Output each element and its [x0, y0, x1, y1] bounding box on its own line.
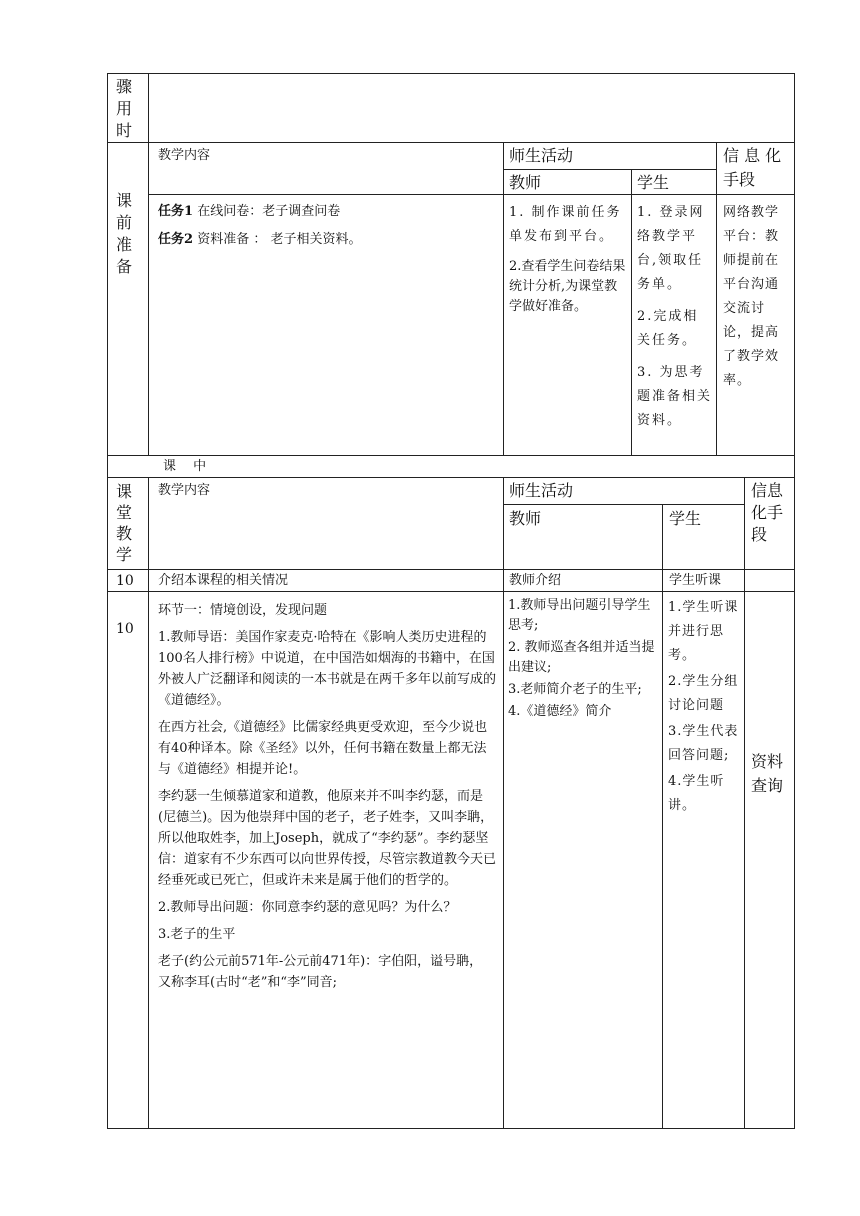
content-paragraph: 在西方社会,《道德经》比儒家经典更受欢迎，至今少说也有40种译本。除《圣经》以外，任何书籍在数量上都无法与《道德经》相提并论!。 — [158, 720, 488, 777]
table-border — [107, 1128, 795, 1129]
inclass-activity-header: 师生活动 — [509, 481, 574, 500]
preclass-tasks — [158, 201, 498, 257]
task-item — [158, 201, 498, 223]
list-item: 2.完成相关任务。 — [637, 309, 699, 348]
table-border — [662, 504, 663, 1129]
table-border — [107, 591, 795, 592]
task-item — [158, 229, 498, 251]
preclass-teacher-header: 教师 — [509, 173, 542, 192]
in-class-banner: 课 中 — [163, 459, 207, 474]
row1-student: 学生听课 — [669, 573, 722, 588]
row1-teacher: 教师介绍 — [509, 573, 562, 588]
table-border — [503, 142, 504, 456]
content-paragraph: 老子(约公元前571年-公元前471年)：字伯阳，谥号聃， 又称李耳(古时“老”和“李”同音; — [158, 954, 483, 990]
preclass-info-means: 网络教学平台：教师提前在平台沟通交流讨论，提高了教学效率。 — [723, 205, 780, 388]
content-paragraph: 环节一：情境创设，发现问题 — [158, 603, 328, 618]
table-border — [107, 569, 795, 570]
list-item: 2.学生分组讨论问题 — [668, 674, 739, 713]
content-paragraph: 1.教师导语：美国作家麦克·哈特在《影响人类历史进程的100名人排行榜》中说道，在中国浩如烟海的书籍中，在国外被人广泛翻译和阅读的一本书就是在两千多年以前写成的《道德经》。 — [158, 630, 497, 708]
preclass-info-header: 信 息 化手段 — [723, 146, 782, 189]
task-label: 任务2 — [158, 232, 194, 247]
list-item: 1. 登录网络教学平台,领取任务单。 — [637, 205, 705, 292]
preclass-content-header: 教学内容 — [158, 148, 211, 163]
list-item: 3.学生代表回答问题; — [668, 724, 739, 763]
table-border — [107, 142, 795, 143]
content-paragraph: 3.老子的生平 — [158, 927, 236, 942]
table-border — [107, 73, 108, 1129]
inclass-info-header: 信息化手段 — [751, 481, 784, 544]
table-border — [148, 477, 149, 1129]
row2-time: 10 — [116, 621, 134, 637]
task-label: 任务1 — [158, 204, 194, 219]
list-item: 2.查看学生问卷结果统计分析,为课堂教学做好准备。 — [509, 259, 626, 314]
preclass-student-activities — [637, 201, 713, 441]
table-border — [107, 455, 795, 456]
content-paragraph: 李约瑟一生倾慕道家和道教，他原来并不叫李约瑟，而是(尼德兰)。因为他崇拜中国的老子，老子姓李，又叫李聃，所以他取姓李，加上Joseph，就成了“李约瑟”。李约瑟坚信：道家有不少东西可以向世界传授，尽管宗教道教今天已经垂死或已死亡，但或许未来是属于他们的哲学的。 — [158, 789, 497, 888]
inclass-teacher-header: 教师 — [509, 509, 542, 528]
content-paragraph: 2.教师导出问题：你同意李约瑟的意见吗？为什么？ — [158, 900, 457, 915]
row2-content — [158, 600, 496, 999]
table-border — [716, 142, 717, 456]
row2-student-activities — [668, 596, 740, 820]
table-border — [148, 73, 149, 456]
row2-info-means: 资料查询 — [751, 752, 784, 795]
table-border — [794, 73, 795, 1129]
list-item: 1. 制作课前任务单发布到平台。 — [509, 205, 622, 244]
list-item: 2. 教师巡查各组并适当提出建议; — [508, 640, 655, 675]
list-item: 1.学生听课并进行思考。 — [668, 600, 739, 663]
table-border — [148, 194, 795, 195]
preclass-student-header: 学生 — [637, 173, 670, 192]
list-item: 3.老师简介老子的生平; — [508, 682, 642, 697]
preclass-teacher-activities — [509, 201, 627, 325]
inclass-side-label: 课堂教学 — [116, 482, 133, 564]
task-text: 资料准备 ： 老子相关资料。 — [197, 232, 362, 247]
list-item: 4.《道德经》简介 — [508, 704, 612, 719]
table-border — [503, 504, 744, 505]
row1-content: 介绍本课程的相关情况 — [158, 573, 289, 588]
table-border — [744, 477, 745, 1129]
table-border — [503, 169, 716, 170]
row1-time: 10 — [116, 573, 134, 589]
task-text: 在线问卷：老子调查问卷 — [197, 204, 341, 219]
preclass-side-label: 课前准备 — [116, 191, 133, 276]
inclass-student-header: 学生 — [669, 509, 702, 528]
step-time-label: 骤用时 — [116, 77, 133, 140]
list-item: 3. 为思考题准备相关资料。 — [637, 365, 713, 428]
preclass-activity-header: 师生活动 — [509, 146, 574, 165]
table-border — [107, 73, 795, 74]
list-item: 1.教师导出问题引导学生思考; — [508, 598, 651, 633]
table-border — [503, 477, 504, 1129]
list-item: 4.学生听讲。 — [668, 774, 725, 813]
table-border — [631, 169, 632, 456]
table-border — [107, 477, 795, 478]
row2-teacher-activities — [508, 596, 658, 724]
inclass-content-header: 教学内容 — [158, 483, 211, 498]
